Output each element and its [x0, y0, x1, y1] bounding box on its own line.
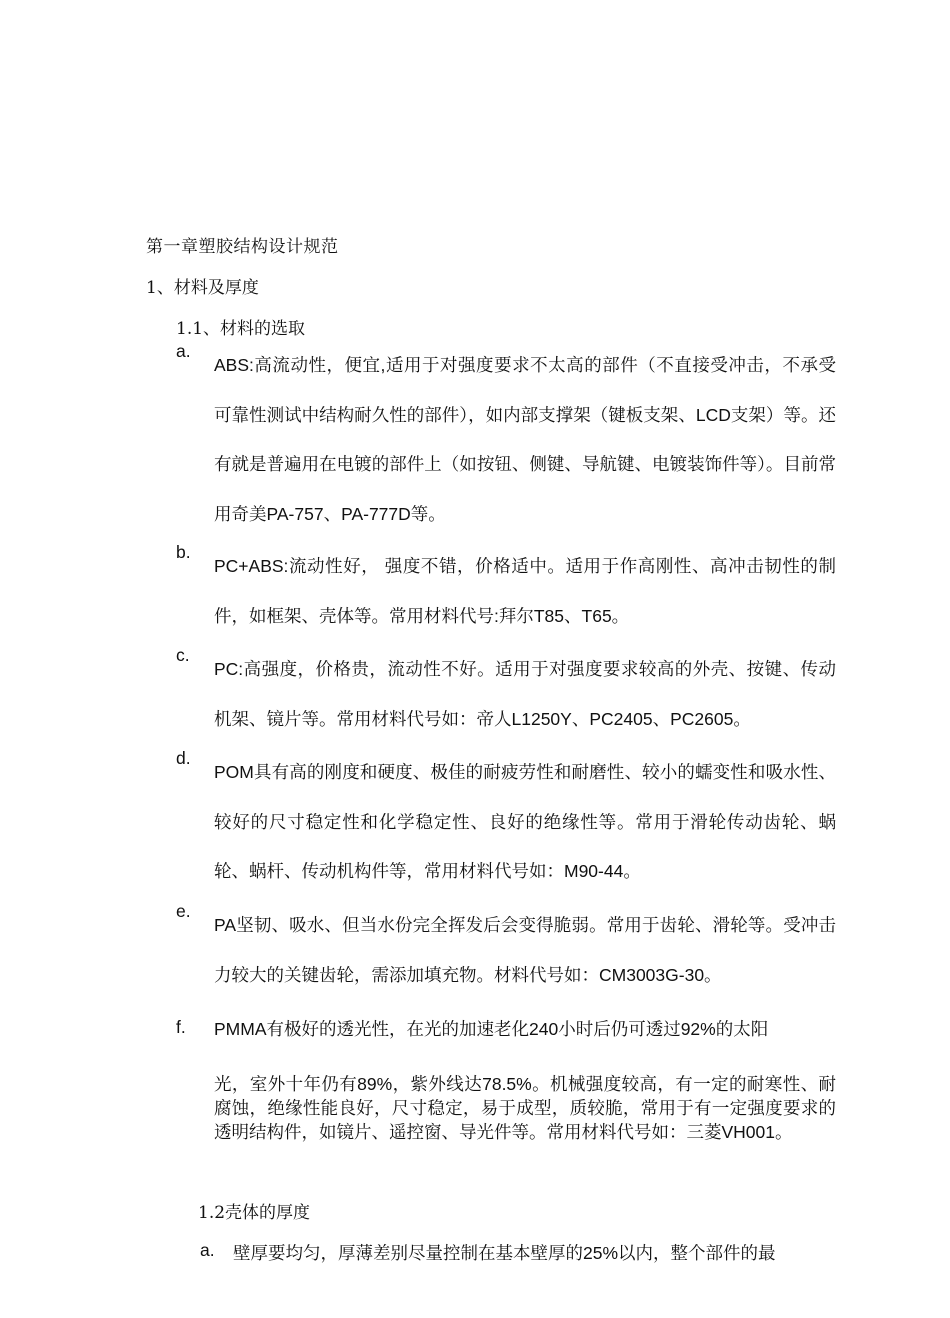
list-item-text: PC+ABS:流动性好， 强度不错，价格适中。适用于作高刚性、高冲击韧性的制件，如框架、壳体等。常用材料代号:拜尔T85、T65。 — [214, 556, 836, 626]
material-item-pc-abs — [176, 542, 836, 641]
list-marker: a. — [176, 341, 191, 361]
list-marker: d. — [176, 748, 191, 768]
list-item-text: PA坚韧、吸水、但当水份完全挥发后会变得脆弱。常用于齿轮、滑轮等。受冲击力较大的关键齿轮，需添加填充物。材料代号如：CM3003G-30。 — [214, 915, 836, 985]
material-item-pa — [176, 901, 836, 1000]
list-item-text-first-line: PMMA有极好的透光性，在光的加速老化240小时后仍可透过92%的太阳 — [214, 1019, 769, 1039]
list-marker: a. — [200, 1240, 215, 1260]
list-marker: f. — [176, 1017, 186, 1037]
list-item-text: POM具有高的刚度和硬度、极佳的耐疲劳性和耐磨性、较小的蠕变性和吸水性、较好的尺寸稳定性和化学稳定性、良好的绝缘性等。常用于滑轮传动齿轮、蜗轮、蜗杆、传动机构件等，常用材料代号如：M90-44。 — [214, 762, 836, 881]
section-heading-1-1: 1.1、材料的选取 — [176, 319, 306, 339]
material-item-abs — [176, 341, 836, 539]
material-item-pmma — [176, 1005, 836, 1144]
list-item-text — [214, 1005, 836, 1144]
list-item-text: PC:高强度，价格贵，流动性不好。适用于对强度要求较高的外壳、按键、传动机架、镜片等。常用材料代号如：帝人L1250Y、PC2405、PC2605。 — [214, 659, 836, 729]
list-marker: e. — [176, 901, 191, 921]
section-heading-1: 1、材料及厚度 — [146, 278, 259, 298]
section-heading-1-2: 1.2壳体的厚度 — [198, 1203, 311, 1223]
list-item-text-continued: 光，室外十年仍有89%，紫外线达78.5%。机械强度较高，有一定的耐寒性、耐腐蚀，绝缘性能良好，尺寸稳定，易于成型，质较脆，常用于有一定强度要求的透明结构件，如镜片、遥控窗、导光件等。常用材料代号如：三菱VH001。 — [214, 1073, 836, 1142]
thickness-item-a — [200, 1240, 840, 1266]
list-marker: b. — [176, 542, 191, 562]
list-item-text: ABS:高流动性，便宜,适用于对强度要求不太高的部件（不直接受冲击，不承受可靠性测试中结构耐久性的部件），如内部支撑架（键板支架、LCD支架）等。还有就是普遍用在电镀的部件上（如按钮、侧键、导航键、电镀装饰件等）。目前常用奇美PA-757、PA-777D等。 — [214, 355, 836, 524]
list-marker: c. — [176, 645, 190, 665]
material-item-pom — [176, 748, 836, 897]
chapter-title: 第一章塑胶结构设计规范 — [146, 237, 339, 257]
material-item-pc — [176, 645, 836, 744]
list-item-text: 壁厚要均匀，厚薄差别尽量控制在基本壁厚的25%以内，整个部件的最 — [233, 1243, 776, 1263]
